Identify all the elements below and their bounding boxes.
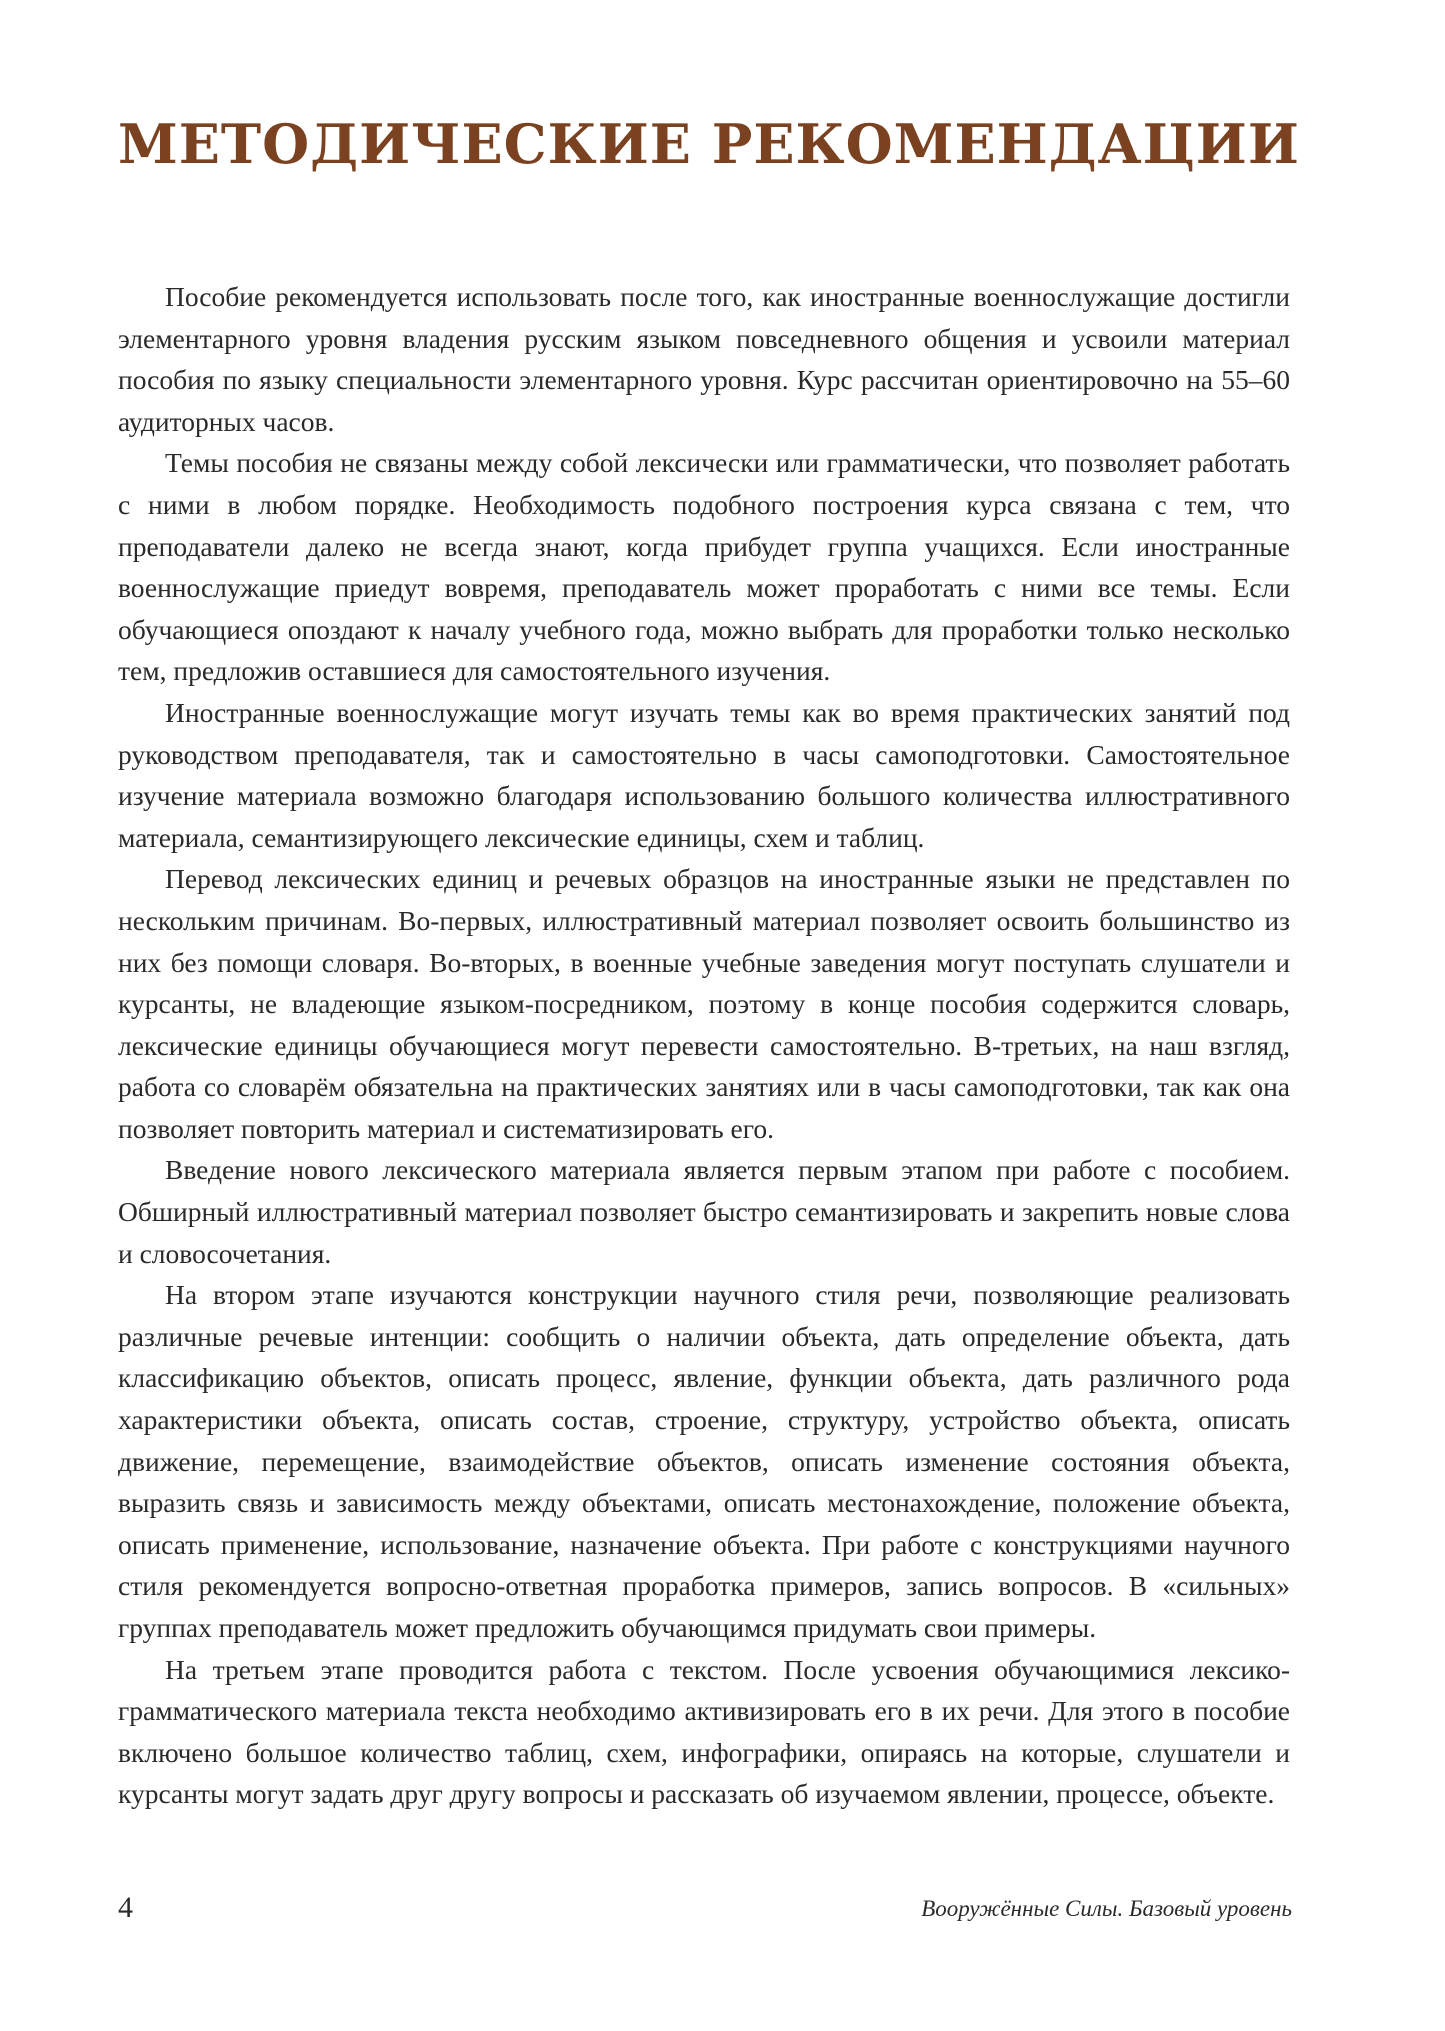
paragraph-3: Иностранные военнослужащие могут изучать темы как во время практических занятий под руководством преподавателя, так и самостоятельно в часы самоподготовки. Самостоятельное изучение материала возможно благодаря использованию большого количества иллюстративного материала, семантизирующего лексические единицы, схем и таблиц. [118,696,1290,853]
paragraph-1: Пособие рекомендуется использовать после того, как иностранные военнослужащие достигли элементарного уровня владения русским языком повседневного общения и усвоили материал пособия по языку специальности элементарного уровня. Курс рассчитан ориентировочно на 55–60 аудиторных часов. [118,281,1290,437]
paragraph-6: На втором этапе изучаются конструкции научного стиля речи, позволяющие реализовать различные речевые интенции: сообщить о наличии объекта, дать определение объекта, дать классификацию объектов, описать процесс, явление, функции объекта, дать различного рода характеристики объекта, описать состав, строение, структуру, устройство объекта, описать движение, перемещение, взаимодействие объектов, описать изменение состояния объекта, выразить связь и зависимость между объектами, описать местонахождение, положение объекта, описать применение, использование, назначение объекта. При работе с конструкциями научного стиля рекомендуется вопросно-ответная проработка примеров, запись вопросов. В «сильных» группах преподаватель может предложить обучающимся придумать свои примеры. [118,1279,1290,1643]
paragraph-2: Темы пособия не связаны между собой лексически или грамматически, что позволяет работать с ними в любом порядке. Необходимость подобного построения курса связана с тем, что преподаватели далеко не всегда знают, когда прибудет группа учащихся. Если иностранные военнослужащие приедут вовремя, преподаватель может проработать с ними все темы. Если обучающиеся опоздают к началу учебного года, можно выбрать для проработки только несколько тем, предложив оставшиеся для самостоятельного изучения. [118,447,1290,687]
paragraph-7: На третьем этапе проводится работа с текстом. После усвоения обучающимися лексико-грамматического материала текста необходимо активизировать его в их речи. Для этого в пособие включено большое количество таблиц, схем, инфографики, опираясь на которые, слушатели и курсанты могут задать друг другу вопросы и рассказать об изучаемом явлении, процессе, объекте. [118,1653,1290,1810]
paragraph-5: Введение нового лексического материала является первым этапом при работе с пособием. Обширный иллюстративный материал позволяет быстро семантизировать и закрепить новые слова и словосочетания. [118,1154,1290,1269]
paragraph-4: Перевод лексических единиц и речевых образцов на иностранные языки не представлен по нескольким причинам. Во-первых, иллюстративный материал позволяет освоить большинство из них без помощи словаря. Во-вторых, в военные учебные заведения могут поступать слушатели и курсанты, не владеющие языком-посредником, поэтому в конце пособия содержится словарь, лексические единицы обучающиеся могут перевести самостоятельно. В-третьих, на наш взгляд, работа со словарём обязательна на практических занятиях или в часы самоподготовки, так как она позволяет повторить материал и систематизировать его. [118,863,1290,1144]
page-title: МЕТОДИЧЕСКИЕ РЕКОМЕНДАЦИИ [118,112,1300,176]
page-number: 4 [118,1891,133,1924]
body-text [118,276,1290,1815]
running-title: Вооружённые Силы. Базовый уровень [921,1896,1292,1921]
